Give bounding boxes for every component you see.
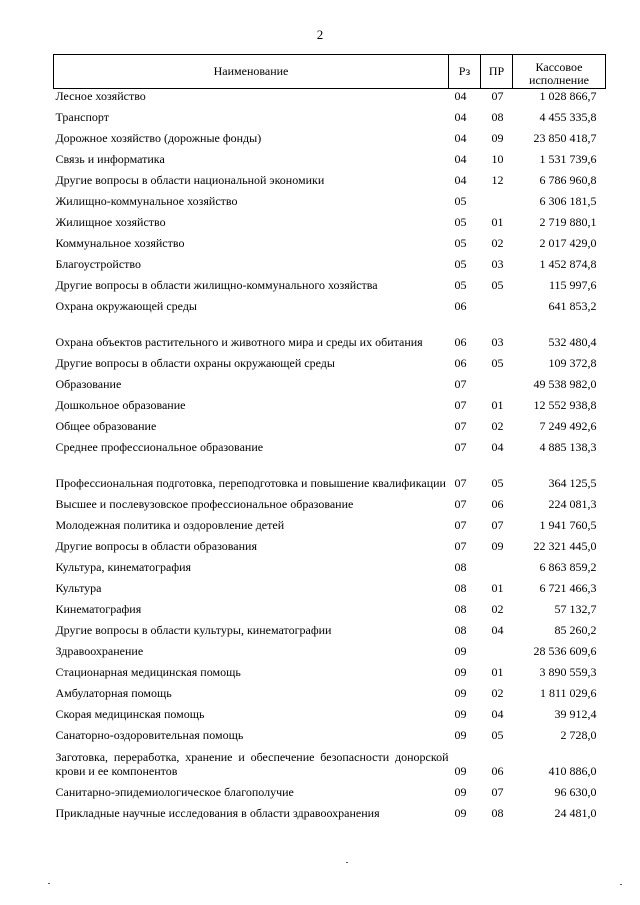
- scan-mark: [48, 883, 50, 884]
- row-name: Молодежная политика и оздоровление детей: [55, 518, 285, 532]
- row-sum: 2 719 880,1: [539, 215, 597, 229]
- row-pr: 07: [491, 785, 504, 799]
- row-rz: 05: [454, 194, 467, 208]
- table-row: [54, 595, 606, 616]
- row-pr: 09: [491, 539, 504, 553]
- table-row: [54, 145, 606, 166]
- row-pr: 08: [491, 806, 504, 820]
- table-row: [54, 799, 606, 820]
- row-rz: 05: [454, 257, 467, 271]
- row-rz: 05: [454, 215, 467, 229]
- row-sum: 4 455 335,8: [539, 110, 597, 124]
- row-sum: 23 850 418,7: [533, 131, 597, 145]
- row-pr: 07: [491, 518, 504, 532]
- row-sum: 1 531 739,6: [539, 152, 597, 166]
- table-row: [54, 124, 606, 145]
- row-sum: 4 885 138,3: [539, 440, 597, 454]
- header-pr: ПР: [481, 55, 513, 89]
- row-pr: [481, 370, 513, 391]
- row-sum: 532 480,4: [548, 335, 597, 349]
- row-pr: 12: [491, 173, 504, 187]
- row-sum: 28 536 609,6: [533, 644, 597, 658]
- row-rz: 08: [454, 581, 467, 595]
- row-rz: 09: [454, 728, 467, 742]
- scan-mark: [620, 884, 622, 885]
- row-pr: 03: [491, 335, 504, 349]
- table-row: [54, 433, 606, 454]
- table-row: [54, 370, 606, 391]
- row-pr: [481, 553, 513, 574]
- row-rz: 08: [454, 623, 467, 637]
- row-sum: 96 630,0: [554, 785, 597, 799]
- table-row: [54, 658, 606, 679]
- table-row: [54, 208, 606, 229]
- table-row: [54, 391, 606, 412]
- row-rz: 05: [454, 278, 467, 292]
- row-pr: 06: [491, 497, 504, 511]
- table-row: [54, 292, 606, 313]
- row-rz: 06: [454, 356, 467, 370]
- row-name: Лесное хозяйство: [55, 89, 146, 103]
- table-row: [54, 313, 606, 349]
- row-pr: 07: [491, 89, 504, 103]
- row-name: Дошкольное образование: [55, 398, 186, 412]
- row-pr: 05: [491, 278, 504, 292]
- row-pr: 04: [491, 440, 504, 454]
- budget-execution-table: [53, 54, 606, 820]
- row-name: Транспорт: [55, 110, 109, 124]
- table-row: [54, 553, 606, 574]
- row-name: Другие вопросы в области жилищно-коммунального хозяйства: [55, 278, 378, 292]
- row-name: Другие вопросы в области образования: [55, 539, 257, 553]
- table-row: [54, 778, 606, 799]
- table-row: [54, 412, 606, 433]
- row-sum: 57 132,7: [554, 602, 597, 616]
- table-row: [54, 616, 606, 637]
- table-row: [54, 637, 606, 658]
- row-name: Культура: [55, 581, 102, 595]
- row-sum: 6 863 859,2: [539, 560, 597, 574]
- table-row: [54, 349, 606, 370]
- table-row: [54, 250, 606, 271]
- row-sum: 22 321 445,0: [533, 539, 597, 553]
- row-name: Охрана окружающей среды: [55, 299, 197, 313]
- row-rz: 07: [454, 440, 467, 454]
- row-rz: 09: [454, 785, 467, 799]
- table-row: [54, 574, 606, 595]
- row-pr: 01: [491, 398, 504, 412]
- row-name: Культура, кинематография: [55, 560, 192, 574]
- row-pr: [481, 187, 513, 208]
- row-name: Прикладные научные исследования в области здравоохранения: [55, 806, 380, 820]
- header-rz: Рз: [449, 55, 481, 89]
- row-rz: 04: [454, 89, 467, 103]
- row-sum: 641 853,2: [548, 299, 597, 313]
- table-row: [54, 679, 606, 700]
- table-row: [54, 271, 606, 292]
- row-sum: 2 017 429,0: [539, 236, 597, 250]
- row-rz: 05: [454, 236, 467, 250]
- row-name: Стационарная медицинская помощь: [55, 665, 241, 679]
- row-sum: 1 811 029,6: [539, 686, 597, 700]
- row-sum: 7 249 492,6: [539, 419, 597, 433]
- table-row: [54, 511, 606, 532]
- row-rz: 08: [454, 602, 467, 616]
- table-row: [54, 89, 606, 104]
- row-name: Жилищное хозяйство: [55, 215, 166, 229]
- row-rz: 07: [454, 377, 467, 391]
- table-row: [54, 103, 606, 124]
- table-header: [54, 55, 606, 89]
- row-rz: 07: [454, 539, 467, 553]
- row-pr: 04: [491, 707, 504, 721]
- row-pr: 04: [491, 623, 504, 637]
- row-sum: 49 538 982,0: [533, 377, 597, 391]
- row-sum: 109 372,8: [548, 356, 597, 370]
- row-sum: 2 728,0: [560, 728, 597, 742]
- row-sum: 224 081,3: [548, 497, 597, 511]
- row-name: Образование: [55, 377, 122, 391]
- row-pr: 06: [491, 764, 504, 778]
- row-name: Охрана объектов растительного и животного мира и среды их обитания: [55, 335, 423, 349]
- row-rz: 09: [454, 644, 467, 658]
- row-pr: 10: [491, 152, 504, 166]
- table-row: [54, 229, 606, 250]
- row-name: Среднее профессиональное образование: [55, 440, 264, 454]
- row-pr: 05: [491, 728, 504, 742]
- row-rz: 07: [454, 518, 467, 532]
- row-name: Профессиональная подготовка, переподготовка и повышение квалификации: [55, 476, 446, 490]
- row-rz: 07: [454, 476, 467, 490]
- table-row: [54, 166, 606, 187]
- row-pr: 01: [491, 665, 504, 679]
- row-rz: 07: [454, 497, 467, 511]
- row-pr: [481, 292, 513, 313]
- table-row: [54, 721, 606, 742]
- row-name: Кинематография: [55, 602, 142, 616]
- row-sum: 6 721 466,3: [539, 581, 597, 595]
- table-row: [54, 454, 606, 490]
- row-pr: 05: [491, 476, 504, 490]
- row-rz: 06: [454, 299, 467, 313]
- row-sum: 1 452 874,8: [539, 257, 597, 271]
- row-pr: 02: [491, 419, 504, 433]
- row-sum: 6 306 181,5: [539, 194, 597, 208]
- row-pr: 03: [491, 257, 504, 271]
- row-name: Высшее и послевузовское профессиональное образование: [55, 497, 354, 511]
- row-pr: 09: [491, 131, 504, 145]
- row-sum: 6 786 960,8: [539, 173, 597, 187]
- table-row: [54, 700, 606, 721]
- row-rz: 04: [454, 173, 467, 187]
- row-rz: 04: [454, 131, 467, 145]
- table-body: [54, 89, 606, 821]
- row-sum: 12 552 938,8: [533, 398, 597, 412]
- table-row: [54, 532, 606, 553]
- header-name: Наименование: [54, 55, 449, 89]
- row-name: Благоустройство: [55, 257, 142, 271]
- row-name: Другие вопросы в области национальной экономики: [55, 173, 325, 187]
- row-sum: 364 125,5: [548, 476, 597, 490]
- row-rz: 09: [454, 665, 467, 679]
- row-name: Здравоохранение: [55, 644, 144, 658]
- row-rz: 04: [454, 152, 467, 166]
- row-rz: 08: [454, 560, 467, 574]
- page-number: 2: [316, 27, 324, 42]
- row-pr: 08: [491, 110, 504, 124]
- row-rz: 04: [454, 110, 467, 124]
- row-pr: 02: [491, 686, 504, 700]
- row-name: Жилищно-коммунальное хозяйство: [55, 194, 238, 208]
- row-name: Другие вопросы в области культуры, кинематографии: [55, 623, 332, 637]
- row-sum: 410 886,0: [548, 764, 597, 778]
- row-name: Амбулаторная помощь: [55, 686, 172, 700]
- row-name: Заготовка, переработка, хранение и обеспечение безопасности донорской крови и ее компонентов: [55, 750, 449, 778]
- row-sum: 115 997,6: [548, 278, 597, 292]
- row-pr: 05: [491, 356, 504, 370]
- row-name: Общее образование: [55, 419, 157, 433]
- row-name: Связь и информатика: [55, 152, 165, 166]
- row-rz: 09: [454, 806, 467, 820]
- row-name: Санитарно-эпидемиологическое благополучие: [55, 785, 294, 799]
- row-sum: 39 912,4: [554, 707, 597, 721]
- row-pr: 02: [491, 236, 504, 250]
- header-cash-execution: Кассовое исполнение: [513, 55, 606, 89]
- row-rz: 07: [454, 398, 467, 412]
- row-pr: 02: [491, 602, 504, 616]
- row-rz: 06: [454, 335, 467, 349]
- row-sum: 1 028 866,7: [539, 89, 597, 103]
- table-row: [54, 187, 606, 208]
- row-pr: 01: [491, 215, 504, 229]
- row-name: Дорожное хозяйство (дорожные фонды): [55, 131, 262, 145]
- row-name: Санаторно-оздоровительная помощь: [55, 728, 244, 742]
- row-rz: 09: [454, 686, 467, 700]
- row-rz: 09: [454, 707, 467, 721]
- row-rz: 09: [454, 764, 467, 778]
- row-sum: 85 260,2: [554, 623, 597, 637]
- row-rz: 07: [454, 419, 467, 433]
- row-sum: 1 941 760,5: [539, 518, 597, 532]
- row-pr: [481, 637, 513, 658]
- row-sum: 24 481,0: [554, 806, 597, 820]
- row-sum: 3 890 559,3: [539, 665, 597, 679]
- scan-mark: [346, 862, 348, 863]
- row-name: Скорая медицинская помощь: [55, 707, 205, 721]
- table-row: [54, 490, 606, 511]
- row-name: Коммунальное хозяйство: [55, 236, 185, 250]
- table-row: [54, 742, 606, 778]
- row-pr: 01: [491, 581, 504, 595]
- row-name: Другие вопросы в области охраны окружающей среды: [55, 356, 335, 370]
